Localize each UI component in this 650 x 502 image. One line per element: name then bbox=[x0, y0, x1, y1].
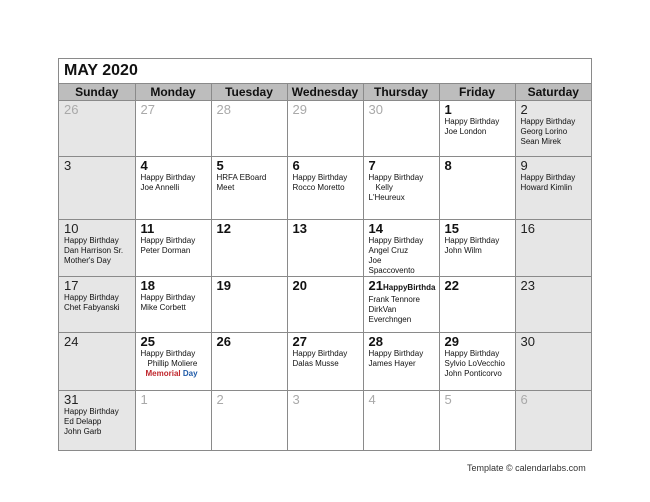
week-row bbox=[59, 277, 591, 333]
week-row bbox=[59, 333, 591, 391]
event-line: Joe London bbox=[444, 127, 487, 136]
day-cell[interactable] bbox=[287, 277, 363, 333]
day-number-text: 28 bbox=[368, 334, 383, 349]
day-cell[interactable] bbox=[439, 391, 515, 450]
day-number-text: 24 bbox=[64, 334, 79, 349]
day-number bbox=[521, 222, 589, 236]
week-row bbox=[59, 391, 591, 450]
day-number-text: 8 bbox=[444, 158, 452, 173]
day-number-text: 12 bbox=[216, 221, 231, 236]
day-number bbox=[64, 103, 132, 117]
day-number bbox=[141, 393, 208, 407]
day-number bbox=[521, 159, 589, 173]
day-number bbox=[217, 393, 284, 407]
event-line: Happy Birthday bbox=[444, 349, 500, 358]
day-cell[interactable] bbox=[59, 277, 135, 333]
event-line: Chet Fabyanski bbox=[64, 303, 120, 312]
day-number bbox=[293, 335, 360, 349]
event-line: Spaccovento bbox=[368, 266, 415, 275]
day-number-text: 2 bbox=[520, 102, 528, 117]
weekday-header-thursday: Thursday bbox=[363, 84, 439, 101]
day-cell[interactable] bbox=[59, 157, 135, 220]
day-number bbox=[64, 159, 132, 173]
event-line: John Wilm bbox=[444, 246, 482, 255]
event-line: L'Heureux bbox=[368, 193, 405, 202]
day-cell[interactable] bbox=[211, 391, 287, 450]
day-number-text: 6 bbox=[292, 158, 300, 173]
day-number bbox=[64, 279, 132, 293]
day-number-text: 15 bbox=[444, 221, 459, 236]
day-cell[interactable] bbox=[439, 333, 515, 391]
day-number-text: 30 bbox=[368, 102, 383, 117]
day-number-text: 31 bbox=[64, 392, 79, 407]
day-cell[interactable] bbox=[211, 333, 287, 391]
day-number bbox=[293, 279, 360, 293]
day-cell[interactable] bbox=[287, 157, 363, 220]
day-number bbox=[445, 335, 512, 349]
day-number-text: 29 bbox=[444, 334, 459, 349]
day-cell[interactable] bbox=[135, 101, 211, 157]
day-cell[interactable] bbox=[135, 157, 211, 220]
day-number bbox=[521, 279, 589, 293]
day-cell[interactable] bbox=[59, 101, 135, 157]
event-line: Happy Birthday bbox=[292, 349, 348, 358]
day-cell[interactable] bbox=[135, 333, 211, 391]
day-number bbox=[369, 335, 436, 349]
event-line: HRFA EBoard bbox=[216, 173, 267, 182]
event-line: Joe Annelli bbox=[140, 183, 180, 192]
day-number-text: 27 bbox=[140, 102, 155, 117]
event-line: Rocco Moretto bbox=[292, 183, 345, 192]
day-cell[interactable] bbox=[287, 101, 363, 157]
week-row bbox=[59, 101, 591, 157]
day-cell[interactable] bbox=[287, 220, 363, 277]
day-number-text: 2 bbox=[216, 392, 224, 407]
event-line: Happy Birthday bbox=[292, 173, 348, 182]
day-number bbox=[141, 103, 208, 117]
day-cell[interactable] bbox=[363, 157, 439, 220]
day-number bbox=[293, 393, 360, 407]
day-cell[interactable] bbox=[59, 220, 135, 277]
day-number-text: 1 bbox=[444, 102, 452, 117]
event-line: Happy Birthday bbox=[444, 117, 500, 126]
day-number-text: 30 bbox=[520, 334, 535, 349]
day-number bbox=[217, 159, 284, 173]
inline-event: HappyBirthda bbox=[382, 283, 436, 292]
calendar-title: MAY 2020 bbox=[59, 59, 591, 84]
day-number-text: 17 bbox=[64, 278, 79, 293]
day-cell[interactable] bbox=[363, 220, 439, 277]
event-line: Happy Birthday bbox=[64, 236, 119, 245]
event-line: Happy Birthday bbox=[64, 293, 119, 302]
event-line: Mother's Day bbox=[64, 256, 111, 265]
day-number-text: 4 bbox=[368, 392, 376, 407]
event-line: Kelly bbox=[375, 183, 393, 192]
day-number bbox=[521, 103, 589, 117]
day-number bbox=[293, 222, 360, 236]
day-number bbox=[217, 103, 284, 117]
event-line: John Garb bbox=[64, 427, 102, 436]
day-number bbox=[369, 159, 436, 173]
day-number-text: 9 bbox=[520, 158, 528, 173]
day-number-text: 25 bbox=[140, 334, 155, 349]
day-cell[interactable] bbox=[515, 101, 591, 157]
event-line: Phillip Moliere bbox=[147, 359, 198, 368]
day-number-text: 3 bbox=[292, 392, 300, 407]
day-cell[interactable] bbox=[135, 277, 211, 333]
event-line: Happy Birthday bbox=[520, 117, 576, 126]
day-number bbox=[217, 279, 284, 293]
day-number-text: 5 bbox=[444, 392, 452, 407]
day-number-text: 5 bbox=[216, 158, 224, 173]
event-line: Meet bbox=[216, 183, 235, 192]
event-line: Mike Corbett bbox=[140, 303, 186, 312]
day-cell[interactable] bbox=[515, 157, 591, 220]
day-number-text: 10 bbox=[64, 221, 79, 236]
day-number bbox=[445, 393, 512, 407]
event-line: Happy Birthday bbox=[368, 236, 424, 245]
event-line: Dan Harrison Sr. bbox=[64, 246, 124, 255]
event-line: Sylvio LoVecchio bbox=[444, 359, 505, 368]
day-number-text: 20 bbox=[292, 278, 307, 293]
day-cell[interactable] bbox=[439, 157, 515, 220]
holiday-label bbox=[141, 369, 208, 379]
day-cell[interactable] bbox=[515, 333, 591, 391]
weekday-header-sunday: Sunday bbox=[59, 84, 135, 101]
day-number bbox=[141, 335, 208, 349]
event-line: Happy Birthday bbox=[368, 349, 424, 358]
day-number bbox=[369, 279, 436, 295]
weekday-header-tuesday: Tuesday bbox=[211, 84, 287, 101]
week-row bbox=[59, 157, 591, 220]
day-number-text: 11 bbox=[140, 221, 155, 236]
weekday-header-wednesday: Wednesday bbox=[287, 84, 363, 101]
day-number bbox=[369, 222, 436, 236]
day-cell[interactable] bbox=[363, 391, 439, 450]
holiday-label-part1: Memorial bbox=[145, 369, 181, 378]
day-number bbox=[445, 103, 512, 117]
event-line: Howard Kimlin bbox=[520, 183, 573, 192]
day-cell[interactable] bbox=[363, 277, 439, 333]
day-number bbox=[293, 159, 360, 173]
event-line: Happy Birthday bbox=[140, 173, 196, 182]
day-number bbox=[445, 222, 512, 236]
day-cell[interactable] bbox=[363, 333, 439, 391]
day-number-text: 16 bbox=[520, 221, 535, 236]
day-cell[interactable] bbox=[439, 101, 515, 157]
day-cell[interactable] bbox=[59, 333, 135, 391]
day-number-text: 7 bbox=[368, 158, 376, 173]
day-number-text: 3 bbox=[64, 158, 72, 173]
day-number bbox=[369, 103, 436, 117]
day-number bbox=[64, 393, 132, 407]
day-number bbox=[445, 279, 512, 293]
event-line: Angel Cruz bbox=[368, 246, 409, 255]
day-number bbox=[445, 159, 512, 173]
day-number bbox=[217, 335, 284, 349]
event-line: Joe bbox=[368, 256, 382, 265]
day-cell[interactable] bbox=[439, 220, 515, 277]
day-number-text: 29 bbox=[292, 102, 307, 117]
weekday-header-saturday: Saturday bbox=[515, 84, 591, 101]
day-number bbox=[141, 159, 208, 173]
day-cell[interactable] bbox=[515, 277, 591, 333]
event-line: Happy Birthday bbox=[64, 407, 119, 416]
day-cell[interactable] bbox=[211, 220, 287, 277]
weekday-header-row bbox=[59, 84, 591, 101]
day-number-text: 1 bbox=[140, 392, 148, 407]
event-line: Happy Birthday bbox=[140, 349, 196, 358]
day-cell[interactable] bbox=[211, 101, 287, 157]
day-number-text: 23 bbox=[520, 278, 535, 293]
template-credit: Template © calendarlabs.com bbox=[467, 463, 586, 473]
day-number-text: 14 bbox=[368, 221, 383, 236]
event-line: Dalas Musse bbox=[292, 359, 339, 368]
day-number-text: 28 bbox=[216, 102, 231, 117]
day-cell[interactable] bbox=[211, 277, 287, 333]
day-number-text: 26 bbox=[216, 334, 231, 349]
day-number-text: 4 bbox=[140, 158, 148, 173]
holiday-label-part2: Day bbox=[182, 369, 198, 378]
day-number bbox=[217, 222, 284, 236]
event-line: Peter Dorman bbox=[140, 246, 191, 255]
day-cell[interactable] bbox=[439, 277, 515, 333]
day-cell[interactable] bbox=[211, 157, 287, 220]
day-cell[interactable] bbox=[287, 333, 363, 391]
day-cell[interactable] bbox=[363, 101, 439, 157]
day-number-text: 18 bbox=[140, 278, 155, 293]
day-number bbox=[293, 103, 360, 117]
event-line: DirkVan bbox=[368, 305, 397, 314]
day-number bbox=[141, 222, 208, 236]
day-number-text: 22 bbox=[444, 278, 459, 293]
calendar bbox=[58, 58, 592, 451]
event-line: Happy Birthday bbox=[444, 236, 500, 245]
day-number bbox=[521, 335, 589, 349]
day-number bbox=[64, 222, 132, 236]
day-number-text: 26 bbox=[64, 102, 79, 117]
event-line: Everchngen bbox=[368, 315, 412, 324]
week-row bbox=[59, 220, 591, 277]
event-line: Sean Mirek bbox=[520, 137, 561, 146]
day-cell[interactable] bbox=[515, 220, 591, 277]
event-line: Frank Tennore bbox=[368, 295, 420, 304]
calendar-grid bbox=[59, 84, 591, 450]
day-number bbox=[141, 279, 208, 293]
event-line: Happy Birthday bbox=[368, 173, 424, 182]
weekday-header-friday: Friday bbox=[439, 84, 515, 101]
day-cell[interactable] bbox=[135, 391, 211, 450]
event-line: John Ponticorvo bbox=[444, 369, 502, 378]
day-number-text: 21 bbox=[368, 278, 383, 293]
event-line: James Hayer bbox=[368, 359, 416, 368]
day-cell[interactable] bbox=[135, 220, 211, 277]
weekday-header-monday: Monday bbox=[135, 84, 211, 101]
event-line: Happy Birthday bbox=[140, 236, 196, 245]
event-line: Happy Birthday bbox=[520, 173, 576, 182]
day-cell[interactable] bbox=[59, 391, 135, 450]
day-number bbox=[521, 393, 589, 407]
day-number-text: 19 bbox=[216, 278, 231, 293]
day-number bbox=[64, 335, 132, 349]
event-line: Ed Delapp bbox=[64, 417, 102, 426]
event-line: Georg Lorino bbox=[520, 127, 568, 136]
day-number-text: 13 bbox=[292, 221, 307, 236]
day-number-text: 27 bbox=[292, 334, 307, 349]
day-cell[interactable] bbox=[287, 391, 363, 450]
day-cell[interactable] bbox=[515, 391, 591, 450]
event-line: Happy Birthday bbox=[140, 293, 196, 302]
day-number-text: 6 bbox=[520, 392, 528, 407]
day-number bbox=[369, 393, 436, 407]
